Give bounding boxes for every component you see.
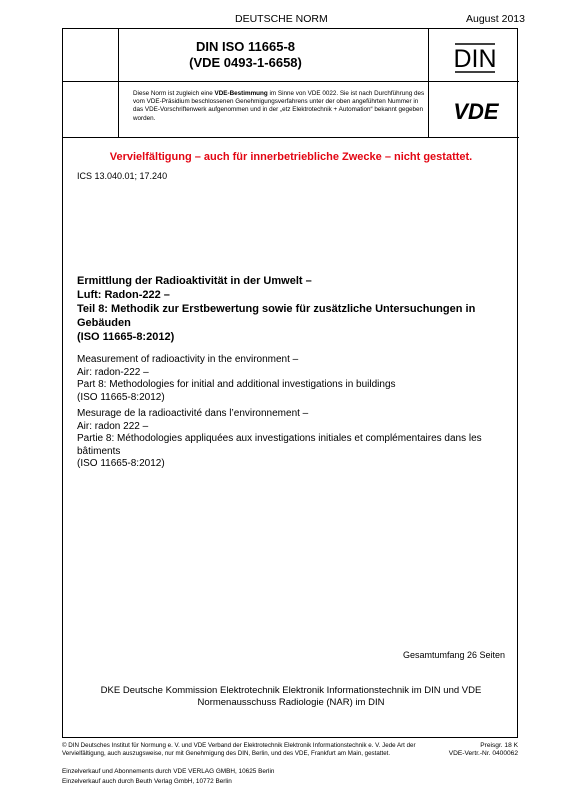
divider-line xyxy=(63,81,519,82)
norm-number xyxy=(63,39,428,71)
din-logo-text: DIN xyxy=(454,45,496,73)
issuer-line: DKE Deutsche Kommission Elektrotechnik Elektronik Informationstechnik im DIN und VDE xyxy=(100,685,482,696)
din-logo xyxy=(454,43,496,78)
title-german xyxy=(77,274,507,344)
title-english-line: Air: radon-222 – xyxy=(77,366,149,378)
title-french-line: (ISO 11665-8:2012) xyxy=(77,458,165,469)
title-german-line: (ISO 11665-8:2012) xyxy=(77,331,175,343)
title-english-line: (ISO 11665-8:2012) xyxy=(77,391,165,403)
price-group: Preisgr. 18 K xyxy=(480,742,518,749)
title-english-line: Part 8: Methodologies for initial and additional investigations in buildings xyxy=(77,379,396,390)
total-pages: Gesamtumfang 26 Seiten xyxy=(402,650,505,660)
norm-number-vde: (VDE 0493-1-6658) xyxy=(189,55,302,70)
divider-line xyxy=(63,137,519,138)
title-english-line: Measurement of radioactivity in the environment – xyxy=(77,354,299,365)
title-page-frame xyxy=(62,28,518,738)
reproduction-notice: Vervielfältigung – auch für innerbetriebliche Zwecke – nicht gestattet. xyxy=(109,151,473,163)
vde-statement-rest: im Sinne von VDE 0022. Sie ist nach Durchführung des vom VDE-Präsidium beschlossenen Genehmigungsverfahrens unter der oben angeführten Nummer in das VDE-Vorschriftenwerk aufgenommen und in der „etz Elektrotechnik + Automation“ bekannt gegeben worden. xyxy=(133,90,425,122)
title-german-line: Luft: Radon-222 – xyxy=(77,289,170,301)
vde-logo-text: VDE xyxy=(453,100,499,124)
publication-date: August 2013 xyxy=(466,13,525,25)
title-german-line: Ermittlung der Radioaktivität in der Umwelt – xyxy=(77,275,312,287)
ics-code: ICS 13.040.01; 17.240 xyxy=(77,171,168,181)
sales-info-vde: Einzelverkauf und Abonnements durch VDE VERLAG GMBH, 10625 Berlin xyxy=(62,768,275,775)
divider-line xyxy=(428,29,429,137)
title-english xyxy=(77,354,507,404)
vde-statement-bold: VDE-Bestimmung xyxy=(214,90,268,97)
vde-statement-prefix: Diese Norm ist zugleich eine xyxy=(133,90,215,97)
title-french-line: Partie 8: Méthodologies appliquées aux investigations initiales et complémentaires dans les bâtiments xyxy=(77,433,482,457)
issuing-committee xyxy=(63,685,519,709)
vde-statement xyxy=(133,90,427,123)
document-category: DEUTSCHE NORM xyxy=(235,13,328,25)
vde-order-number: VDE-Vertr.-Nr. 0400062 xyxy=(448,750,518,758)
title-french-line: Mesurage de la radioactivité dans l’environnement – xyxy=(77,408,309,419)
price-info xyxy=(449,742,518,759)
title-french-line: Air: radon 222 – xyxy=(77,420,149,432)
title-german-line: Teil 8: Methodik zur Erstbewertung sowie für zusätzliche Untersuchungen in Gebäuden xyxy=(77,303,476,329)
title-french xyxy=(77,408,507,471)
sales-info-beuth: Einzelverkauf auch durch Beuth Verlag GmbH, 10772 Berlin xyxy=(62,778,232,785)
copyright-notice: © DIN Deutsches Institut für Normung e. V. und VDE Verband der Elektrotechnik Elektronik Informationstechnik e. V. Jede Art der Vervielfältigung, auch auszugsweise, nur mit Genehmigung des DIN, Berlin, und des VDE, Frankfurt am Main, gestattet. xyxy=(62,742,416,757)
norm-number-din: DIN ISO 11665-8 xyxy=(196,39,295,54)
issuer-line: Normenausschuss Radiologie (NAR) im DIN xyxy=(197,697,385,708)
vde-logo xyxy=(441,100,511,129)
